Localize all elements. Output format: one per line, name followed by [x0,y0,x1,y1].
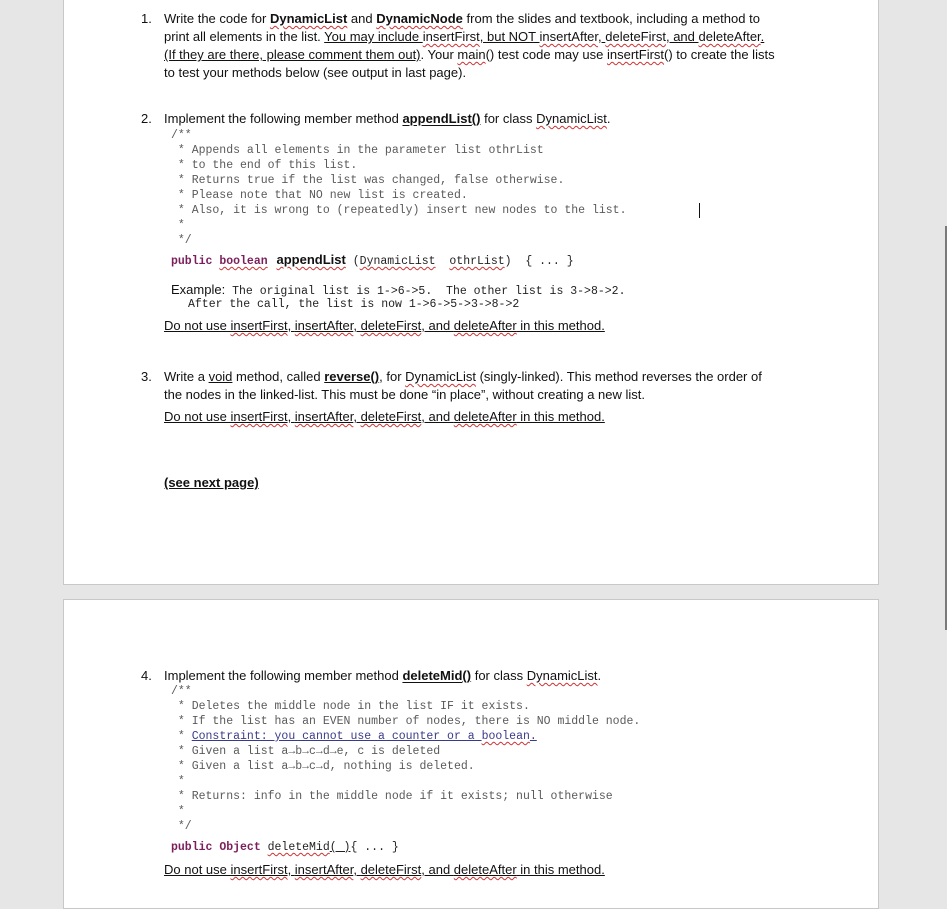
text-run: , but NOT [479,29,540,44]
q2-comment-line: * to the end of this list. [171,159,358,172]
text-run: in this method. [516,318,605,333]
text-run: insertAfter [539,29,599,44]
text-run: , and [421,318,454,333]
text-run: Implement the following member method [164,668,403,683]
text-run: in this method. [516,409,605,424]
text-run: method, called [232,369,325,384]
text-run: You may include [324,29,423,44]
text-run: . Your [420,47,458,62]
text-run: * [177,730,192,743]
q1-line [164,64,466,82]
text-run: deleteFirst [360,862,422,877]
text-run: reverse() [324,369,380,384]
text-run: boolean [219,255,268,268]
q2-example-label: Example: [171,282,226,297]
q3-restriction [164,408,605,426]
text-run: deleteAfter [453,318,517,333]
q2-comment-line: /** [171,129,192,142]
text-run: insertFirst [606,47,665,62]
text-run: DynamicList [405,369,476,384]
q2-comment-line: * Returns true if the list was changed, false otherwise. [171,174,565,187]
text-run [436,255,450,268]
text-run: boolean [481,730,530,743]
text-run: , and [421,409,454,424]
text-run: , [287,862,295,877]
text-run: deleteFirst [360,409,422,424]
text-run: for class [480,111,537,126]
text-run: Write a [164,369,209,384]
q4-comment-line: * Given a list a→b→c→d, nothing is deleted. [171,760,475,773]
q4-comment-line [171,729,537,744]
text-run: ) { ... } [504,255,574,268]
text-run: () test code may use [485,47,607,62]
q2-example-text: The original list is 1->6->5. The other list is 3->8->2. [225,285,626,298]
q1-line [164,46,775,64]
text-run: insertFirst [230,862,288,877]
text-run: DynamicList [526,668,598,683]
q3-line-2: the nodes in the linked-list. This must be done “in place”, without creating a new list. [164,387,646,402]
q3-see-next-page: (see next page) [164,475,259,490]
q4-comment-line: * [171,775,185,788]
q4-comment-line: * If the list has an EVEN number of nodes, there is NO middle node. [171,715,641,728]
q2-comment-line: * Also, it is wrong to (repeatedly) insert new nodes to the list. [171,204,627,217]
text-run: Constraint: you cannot use a counter or a [191,730,482,743]
text-run: public [171,841,220,854]
text-run: . [597,668,602,683]
text-run: , [353,409,361,424]
text-run: insertAfter [294,862,354,877]
q4-comment-line: * [171,805,185,818]
text-run: main [457,47,486,62]
q2-comment-line: * Appends all elements in the parameter list othrList [171,144,544,157]
text-run: . [529,730,537,743]
text-run: . [760,29,765,44]
q4-intro [164,667,601,685]
text-run: () [462,668,472,683]
text-run: , and [421,862,454,877]
text-run: (If they are there, please comment them out) [164,47,421,62]
q1-line [164,28,764,46]
text-run: . [606,111,611,126]
text-run: appendList [276,252,346,267]
q2-comment-line: */ [171,234,192,247]
q2-method-signature [171,251,574,269]
q1-number: 1. [141,11,152,26]
text-run: insertFirst [230,409,288,424]
q4-comment-line: /** [171,685,192,698]
q2-comment-line: * [171,219,185,232]
text-run: (singly-linked). This method reverses the order of [475,369,762,384]
q4-comment-line: * Returns: info in the middle node if it exists; null otherwise [171,790,613,803]
q4-method-signature [171,837,399,855]
text-run: and [347,11,377,26]
text-run: deleteMid [267,841,330,854]
text-run: appendList [402,111,472,126]
q3-line-1 [164,368,762,386]
text-run: void [208,369,233,384]
q4-restriction [164,861,605,879]
q2-intro [164,110,611,128]
q1-line [164,10,760,28]
text-run: for class [471,668,527,683]
text-run: print all elements in the list. [164,29,325,44]
q4-number: 4. [141,668,152,683]
text-run: Object [219,841,268,854]
text-run: to test your methods below (see output in last page). [164,65,467,80]
text-run: deleteMid [402,668,463,683]
text-run: Do not use [164,409,231,424]
text-cursor [699,203,700,218]
text-run: DynamicList [536,111,607,126]
q2-comment-line: * Please note that NO new list is created. [171,189,468,202]
text-run: insertAfter [294,409,354,424]
text-run: ( ) [329,841,351,854]
text-run: , and [665,29,699,44]
text-run: in this method. [516,862,605,877]
q2-example-line-2: After the call, the list is now 1->6->5->3->8->2 [188,298,520,311]
q2-restriction [164,317,605,335]
q4-comment-line: * Given a list a→b→c→d→e, c is deleted [171,745,441,758]
text-run: Write the code for [164,11,270,26]
text-run: , [598,29,606,44]
text-run: , for [379,369,406,384]
text-run: DynamicNode [376,11,463,26]
text-run: from the slides and textbook, including a method to [462,11,760,26]
q4-comment-line: * Deletes the middle node in the list IF it exists. [171,700,530,713]
text-run: deleteAfter [698,29,761,44]
text-run: DynamicList [359,255,436,268]
text-run: othrList [449,255,505,268]
text-run: , [353,318,361,333]
text-run: , [353,862,361,877]
text-run: public [171,255,220,268]
text-run: { ... } [350,841,399,854]
text-run [268,251,277,268]
text-run: DynamicList [269,11,348,26]
q2-number: 2. [141,111,152,126]
q3-number: 3. [141,369,152,384]
text-run: Do not use [164,862,231,877]
text-run: () to create the lists [664,47,775,62]
text-run: ( [345,255,360,268]
text-run: deleteAfter [453,862,517,877]
text-run: , [287,409,295,424]
text-run: deleteAfter [453,409,517,424]
q4-comment-line: */ [171,820,192,833]
text-run: Do not use [164,318,231,333]
text-run: deleteFirst [360,318,422,333]
text-run: insertFirst [422,29,480,44]
text-run: Implement the following member method [164,111,403,126]
text-run: deleteFirst [605,29,666,44]
text-run: () [471,111,481,126]
text-run: , [287,318,295,333]
text-run: insertAfter [294,318,354,333]
text-run: insertFirst [230,318,288,333]
